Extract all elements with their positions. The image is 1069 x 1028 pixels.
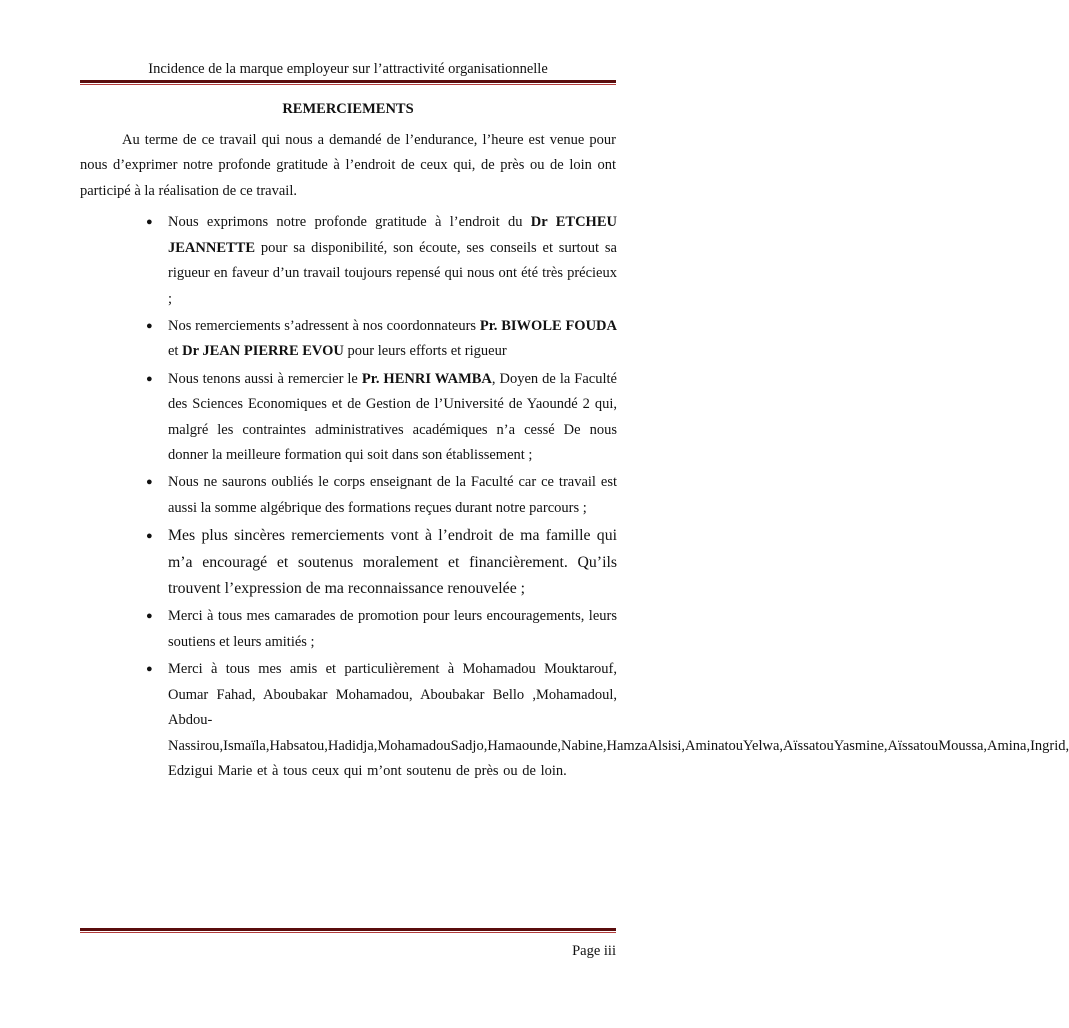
- bullet-icon: ●: [146, 663, 153, 676]
- page-number: Page iii: [572, 943, 616, 959]
- footer-rule-thin: [80, 932, 616, 933]
- acknowledged-name: Pr. BIWOLE FOUDA: [479, 317, 617, 334]
- list-item: ● Nous ne saurons oubliés le corps enseignant de la Faculté car ce travail est aussi la somme algébrique des formations reçues durant notre parcours ;: [168, 470, 617, 521]
- acknowledged-name: Dr JEAN PIERRE EVOU: [182, 343, 344, 360]
- section-title: REMERCIEMENTS: [282, 101, 414, 117]
- list-item: ● Nous exprimons notre profonde gratitude à l’endroit du Dr ETCHEU JEANNETTE pour sa disponibilité, son écoute, ses conseils et surtout sa rigueur en faveur d’un travail toujours repensé qui nous ont été très précieux ;: [168, 210, 617, 312]
- bullet-icon: ●: [146, 530, 153, 543]
- bullet-icon: ●: [146, 476, 153, 489]
- bullet-icon: ●: [146, 319, 153, 332]
- header-rule-thick: [80, 80, 616, 83]
- acknowledged-name: Dr ETCHEU JEANNETTE: [168, 214, 617, 256]
- list-item: ● Merci à tous mes camarades de promotion pour leurs encouragements, leurs soutiens et leurs amitiés ;: [168, 604, 617, 655]
- list-item: ● Nous tenons aussi à remercier le Pr. HENRI WAMBA, Doyen de la Faculté des Sciences Economiques et de Gestion de l’Université de Yaoundé 2 qui, malgré les contraintes administratives académiques n’a cessé De nous donner la meilleure formation qui soit dans son établissement ;: [168, 367, 617, 469]
- acknowledgement-list: [146, 210, 1069, 787]
- list-item: ● Nos remerciements s’adressent à nos coordonnateurs Pr. BIWOLE FOUDA et Dr JEAN PIERRE EVOU pour leurs efforts et rigueur: [168, 314, 617, 365]
- bullet-icon: ●: [146, 372, 153, 385]
- list-item: ● Merci à tous mes amis et particulièrement à Mohamadou Mouktarouf, Oumar Fahad, Aboubakar Mohamadou, Aboubakar Bello ,Mohamadoul, Abdou-Nassirou,Ismaïla,Habsatou,Hadidja,MohamadouSadjo,Hamaounde,Nabine,HamzaAlsisi,AminatouYelwa,AïssatouYasmine,AïssatouMoussa,Amina,Ingrid, Edzigui Marie et à tous ceux qui m’ont soutenu de près ou de loin.: [168, 657, 617, 785]
- footer-rule: [80, 928, 616, 934]
- bullet-icon: ●: [146, 610, 153, 623]
- running-header-title: Incidence de la marque employeur sur l’attractivité organisationnelle: [148, 61, 548, 77]
- bullet-icon: ●: [146, 216, 153, 228]
- intro-paragraph: Au terme de ce travail qui nous a demandé de l’endurance, l’heure est venue pour nous d’exprimer notre profonde gratitude à l’endroit de ceux qui, de près ou de loin ont participé à la réalisation de ce travail.: [80, 132, 616, 199]
- footer-rule-thick: [80, 928, 616, 931]
- header-rule-thin: [80, 84, 616, 85]
- header-rule: [80, 80, 616, 86]
- acknowledged-name: Pr. HENRI WAMBA: [361, 370, 492, 387]
- list-item: ● Mes plus sincères remerciements vont à l’endroit de ma famille qui m’a encouragé et soutenus moralement et financièrement. Qu’ils trouvent l’expression de ma reconnaissance renouvelée ;: [168, 523, 617, 603]
